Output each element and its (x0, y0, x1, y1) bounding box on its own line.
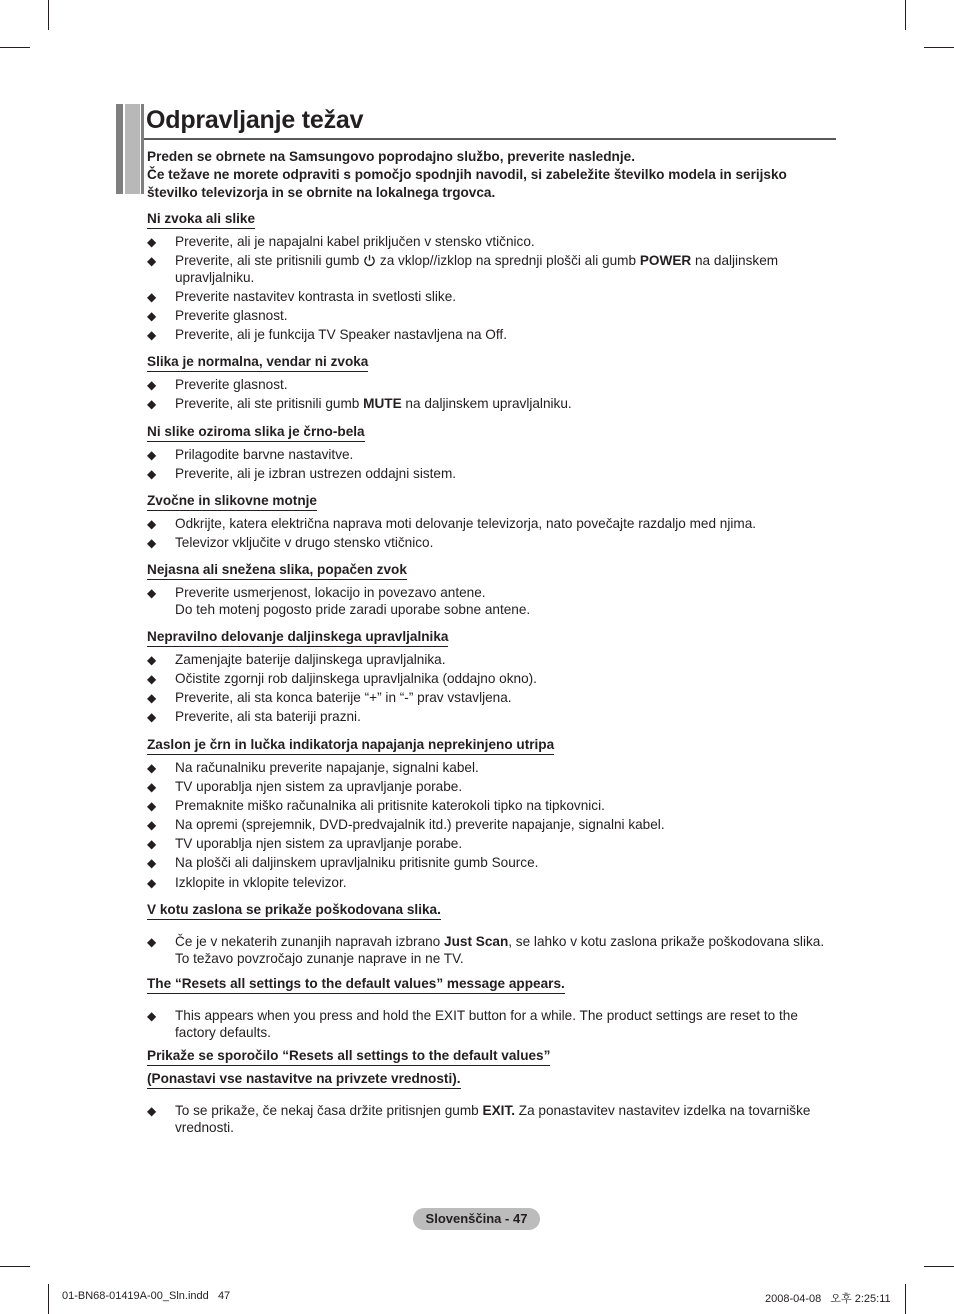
list-item (147, 779, 837, 796)
bullet-diamond-icon: ◆ (147, 586, 157, 600)
item-text-bold: EXIT. (482, 1103, 516, 1118)
item-text-bold: MUTE (363, 396, 402, 412)
section-no-sound-or-picture (147, 210, 837, 346)
title-decoration-bar (141, 104, 144, 194)
item-text: za vklop//izklop na sprednji plošči ali gumb (379, 253, 637, 269)
item-text: Preverite, ali sta bateriji prazni. (175, 709, 361, 725)
bullet-diamond-icon: ◆ (147, 672, 157, 687)
bullet-diamond-icon: ◆ (147, 1104, 157, 1118)
item-text: Do teh motenj pogosto pride zaradi uporabe sobne antene. (175, 601, 531, 617)
bullet-diamond-icon: ◆ (147, 710, 157, 725)
page-number-badge: Slovenščina - 47 (413, 1208, 540, 1230)
bullet-list (147, 652, 837, 726)
item-text: Televizor vključite v drugo stensko vtičnico. (175, 535, 434, 551)
list-item (147, 709, 837, 726)
section-heading: The “Resets all settings to the default values” message appears. (147, 976, 565, 994)
bullet-list (147, 1103, 837, 1136)
list-item (147, 760, 837, 777)
list-item (147, 535, 837, 552)
item-text: , se lahko v kotu zaslona prikaže poškodovana slika. To težavo povzročajo zunanje naprave in ne TV. (175, 934, 825, 966)
crop-mark (924, 47, 954, 48)
item-text: na daljinskem upravljalniku. (175, 253, 779, 285)
section-heading: Nepravilno delovanje daljinskega upravljalnika (147, 629, 448, 647)
bullet-diamond-icon: ◆ (147, 875, 157, 890)
bullet-diamond-icon: ◆ (147, 467, 157, 482)
item-text: Preverite nastavitev kontrasta in svetlosti slike. (175, 288, 457, 304)
crop-mark (905, 0, 906, 30)
title-decoration-bar (125, 104, 140, 194)
crop-mark (0, 1266, 30, 1267)
section-heading: Slika je normalna, vendar ni zvoka (147, 354, 368, 372)
list-item (147, 1008, 837, 1041)
section-black-screen (147, 736, 837, 894)
section-no-picture-or-bw (147, 423, 837, 485)
crop-mark (48, 0, 49, 30)
section-normal-picture-no-sound (147, 353, 837, 415)
bullet-diamond-icon: ◆ (147, 799, 157, 814)
bullet-diamond-icon: ◆ (147, 856, 157, 871)
footer-timestamp: 2008-04-08 오후 2:25:11 (765, 1293, 891, 1305)
item-text: To se prikaže, če nekaj časa držite pritisnjen gumb (175, 1103, 479, 1118)
crop-mark (0, 47, 30, 48)
item-text: Premaknite miško računalnika ali pritisnite katerokoli tipko na tipkovnici. (175, 798, 605, 814)
bullet-diamond-icon: ◆ (147, 308, 157, 323)
list-item (147, 308, 837, 325)
list-item (147, 798, 837, 815)
list-item (147, 253, 837, 286)
item-text: Na računalniku preverite napajanje, signalni kabel. (175, 760, 479, 775)
bullet-diamond-icon: ◆ (147, 289, 157, 304)
title-underline (144, 138, 836, 140)
bullet-diamond-icon: ◆ (147, 397, 157, 412)
item-text: na daljinskem upravljalniku. (405, 396, 572, 412)
item-text: Očistite zgornji rob daljinskega upravljalnika (oddajno okno). (175, 671, 537, 687)
intro-text (147, 148, 837, 202)
item-text: Preverite, ali ste pritisnili gumb (175, 253, 360, 269)
bullet-diamond-icon: ◆ (147, 517, 157, 531)
bullet-diamond-icon: ◆ (147, 818, 157, 833)
item-text: This appears when you press and hold the EXIT button for a while. The product settings are reset to the factory defaults. (175, 1008, 798, 1040)
bullet-diamond-icon: ◆ (147, 448, 157, 462)
section-damaged-picture (147, 901, 837, 970)
item-text-bold: POWER (639, 253, 692, 269)
item-text: Preverite, ali sta konca baterije “+” in “-” prav vstavljena. (175, 690, 512, 706)
list-item (147, 855, 837, 872)
item-text: Za ponastavitev nastavitev izdelka na tovarniške vrednosti. (175, 1103, 811, 1135)
item-text: Zamenjajte baterije daljinskega upravljalnika. (175, 652, 446, 667)
section-reset-message-en (147, 975, 837, 1044)
bullet-list (147, 377, 837, 413)
section-heading: Zaslon je črn in lučka indikatorja napajanja neprekinjeno utripa (147, 737, 554, 755)
power-icon (363, 254, 376, 267)
item-text: TV uporablja njen sistem za upravljanje porabe. (175, 779, 463, 795)
title-decoration-bar (116, 104, 123, 194)
crop-mark (905, 1284, 906, 1314)
list-item (147, 1103, 837, 1136)
section-remote-malfunction (147, 628, 837, 728)
bullet-diamond-icon: ◆ (147, 761, 157, 775)
item-text: Na plošči ali daljinskem upravljalniku pritisnite gumb Source. (175, 855, 539, 871)
item-text: Izklopite in vklopite televizor. (175, 874, 347, 890)
bullet-diamond-icon: ◆ (147, 935, 157, 949)
footer-file-info: 01-BN68-01419A-00_Sln.indd 47 (62, 1290, 231, 1302)
list-item (147, 934, 837, 967)
crop-mark (48, 1284, 49, 1314)
item-text-bold: Just Scan (444, 934, 509, 949)
item-text: Prilagodite barvne nastavitve. (175, 447, 354, 462)
item-text: Na opremi (sprejemnik, DVD-predvajalnik itd.) preverite napajanje, signalni kabel. (175, 817, 665, 833)
section-heading: Prikaže se sporočilo “Resets all settings to the default values” (147, 1048, 550, 1066)
bullet-diamond-icon: ◆ (147, 653, 157, 667)
bullet-list (147, 234, 837, 343)
section-sound-picture-noise (147, 492, 837, 554)
section-heading: Nejasna ali snežena slika, popačen zvok (147, 562, 407, 580)
list-item (147, 377, 837, 394)
section-blurry-picture (147, 561, 837, 618)
bullet-diamond-icon: ◆ (147, 235, 157, 249)
bullet-diamond-icon: ◆ (147, 691, 157, 706)
bullet-diamond-icon: ◆ (147, 536, 157, 551)
item-text: Če je v nekaterih zunanjih napravah izbrano (175, 934, 441, 949)
section-heading: Ni slike oziroma slika je črno-bela (147, 424, 365, 442)
list-item (147, 447, 837, 464)
bullet-diamond-icon: ◆ (147, 1009, 157, 1023)
bullet-list (147, 447, 837, 483)
bullet-list (147, 934, 837, 967)
page-title: Odpravljanje težav (146, 106, 364, 134)
list-item (147, 234, 837, 251)
intro-line: Preden se obrnete na Samsungovo poprodajno službo, preverite naslednje. (147, 149, 635, 164)
list-item (147, 289, 837, 306)
list-item (147, 652, 837, 669)
item-text: Preverite, ali je izbran ustrezen oddajni sistem. (175, 466, 457, 482)
item-text: Preverite, ali je napajalni kabel priključen v stensko vtičnico. (175, 234, 535, 249)
list-item (147, 327, 837, 344)
list-item (147, 817, 837, 834)
bullet-list (147, 585, 837, 618)
list-item (147, 836, 837, 853)
section-heading: V kotu zaslona se prikaže poškodovana slika. (147, 902, 441, 920)
item-text: Preverite, ali je funkcija TV Speaker nastavljena na Off. (175, 326, 507, 342)
list-item (147, 516, 837, 533)
item-text: Preverite glasnost. (175, 307, 288, 323)
item-text: Preverite glasnost. (175, 377, 288, 392)
section-heading: (Ponastavi vse nastavitve na privzete vrednosti). (147, 1071, 461, 1089)
bullet-diamond-icon: ◆ (147, 327, 157, 342)
bullet-diamond-icon: ◆ (147, 780, 157, 795)
item-text: Preverite, ali ste pritisnili gumb (175, 396, 360, 412)
section-heading: Ni zvoka ali slike (147, 211, 255, 229)
item-text: Preverite usmerjenost, lokacijo in povezavo antene. (175, 585, 486, 600)
bullet-diamond-icon: ◆ (147, 254, 157, 269)
section-reset-message-sl (147, 1047, 837, 1139)
bullet-list (147, 516, 837, 552)
bullet-diamond-icon: ◆ (147, 378, 157, 392)
list-item (147, 690, 837, 707)
intro-line: Če težave ne morete odpraviti s pomočjo spodnjih navodil, si zabeležite številko modela in serijsko številko televizorja in se obrnite na lokalnega trgovca. (147, 167, 787, 200)
item-text: TV uporablja njen sistem za upravljanje porabe. (175, 836, 463, 852)
bullet-diamond-icon: ◆ (147, 837, 157, 852)
list-item (147, 875, 837, 892)
bullet-list (147, 760, 837, 891)
item-text: Odkrijte, katera električna naprava moti delovanje televizorja, nato povečajte razdaljo med njima. (175, 516, 757, 531)
list-item (147, 585, 837, 618)
list-item (147, 396, 837, 413)
section-heading: Zvočne in slikovne motnje (147, 493, 317, 511)
bullet-list (147, 1008, 837, 1041)
crop-mark (924, 1266, 954, 1267)
list-item (147, 671, 837, 688)
list-item (147, 466, 837, 483)
